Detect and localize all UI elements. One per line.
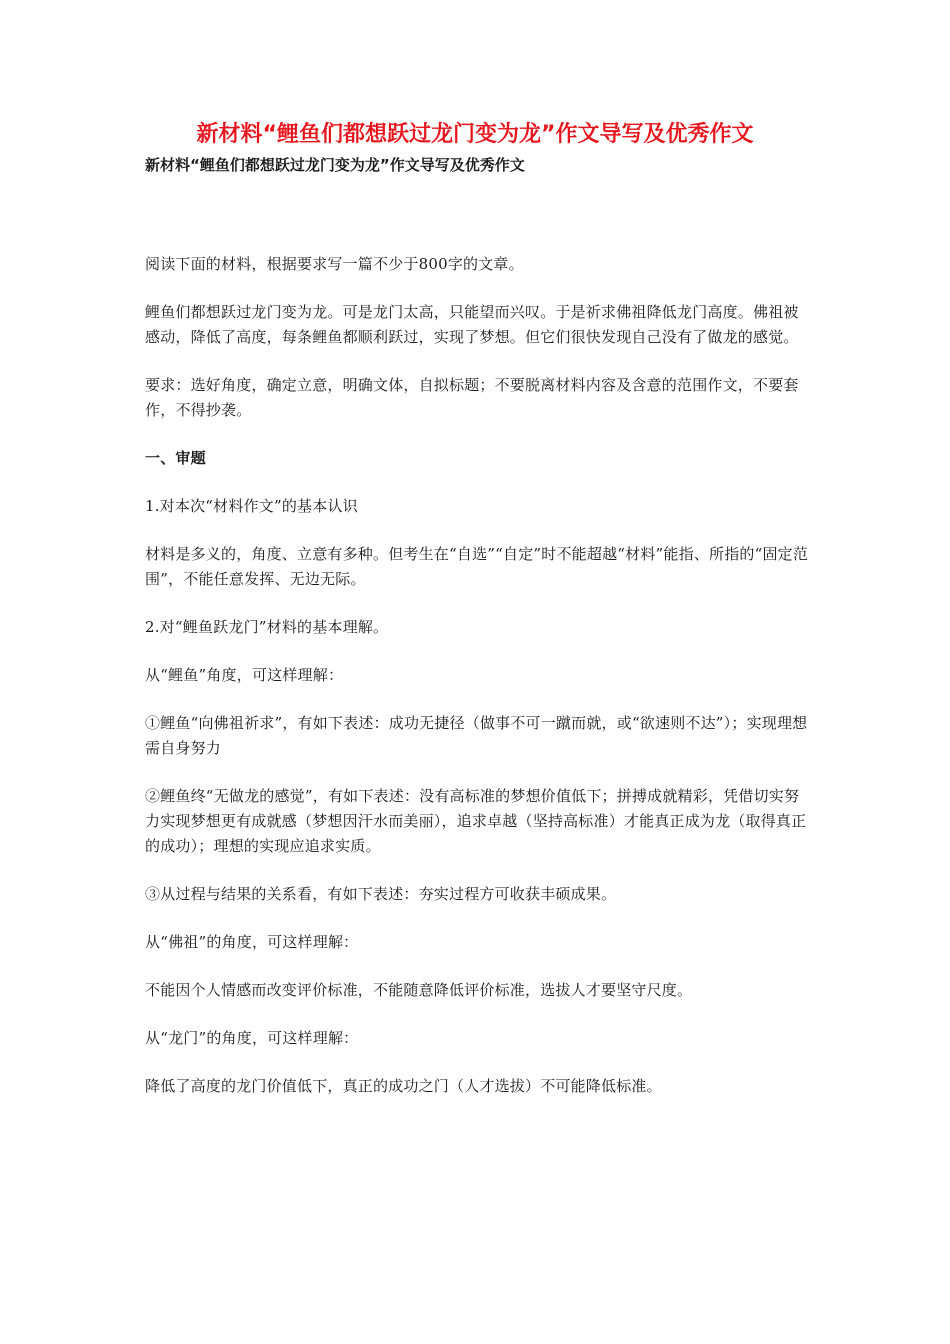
body-paragraph: 从“龙门”的角度，可这样理解：: [145, 1029, 359, 1047]
body-paragraph: 从“鲤鱼”角度，可这样理解：: [145, 666, 344, 684]
body-paragraph: 不能因个人情感而改变评价标准，不能随意降低评价标准，选拔人才要坚守尺度。: [145, 981, 693, 999]
body-paragraph: 材料是多义的，角度、立意有多种。但考生在“自选”“自定”时不能超越“材料”能指、所指的“固定范围”，不能任意发挥、无边无际。: [145, 545, 809, 588]
section-heading: 一、审题: [145, 449, 206, 467]
document-title: 新材料“鲤鱼们都想跃过龙门变为龙”作文导写及优秀作文: [196, 122, 754, 147]
subsection-heading: 1.对本次“材料作文”的基本认识: [145, 497, 358, 515]
list-item: ③从过程与结果的关系看，有如下表述：夯实过程方可收获丰硕成果。: [145, 885, 617, 903]
list-item: ②鲤鱼终“无做龙的感觉”，有如下表述：没有高标准的梦想价值低下；拼搏成就精彩，凭借切实努力实现梦想更有成就感（梦想因汗水而美丽），追求卓越（坚持高标准）才能真正成为龙（取得真正的成功）；理想的实现应追求实质。: [145, 787, 807, 855]
list-item: ①鲤鱼“向佛祖祈求”，有如下表述：成功无捷径（做事不可一蹴而就，或“欲速则不达”）；实现理想需自身努力: [145, 714, 808, 757]
document-body: [145, 252, 810, 1122]
material-paragraph: 鲤鱼们都想跃过龙门变为龙。可是龙门太高，只能望而兴叹。于是祈求佛祖降低龙门高度。佛祖被感动，降低了高度，每条鲤鱼都顺利跃过，实现了梦想。但它们很快发现自己没有了做龙的感觉。: [145, 303, 799, 346]
body-paragraph: 降低了高度的龙门价值低下，真正的成功之门（人才选拔）不可能降低标准。: [145, 1077, 662, 1095]
subsection-heading: 2.对“鲤鱼跃龙门”材料的基本理解。: [145, 618, 389, 636]
instruction-paragraph: 阅读下面的材料，根据要求写一篇不少于800字的文章。: [145, 255, 524, 273]
document-subtitle: 新材料“鲤鱼们都想跃过龙门变为龙”作文导写及优秀作文: [145, 156, 525, 174]
requirement-paragraph: 要求：选好角度，确定立意，明确文体，自拟标题；不要脱离材料内容及含意的范围作文，不要套作，不得抄袭。: [145, 376, 799, 419]
body-paragraph: 从“佛祖”的角度，可这样理解：: [145, 933, 359, 951]
